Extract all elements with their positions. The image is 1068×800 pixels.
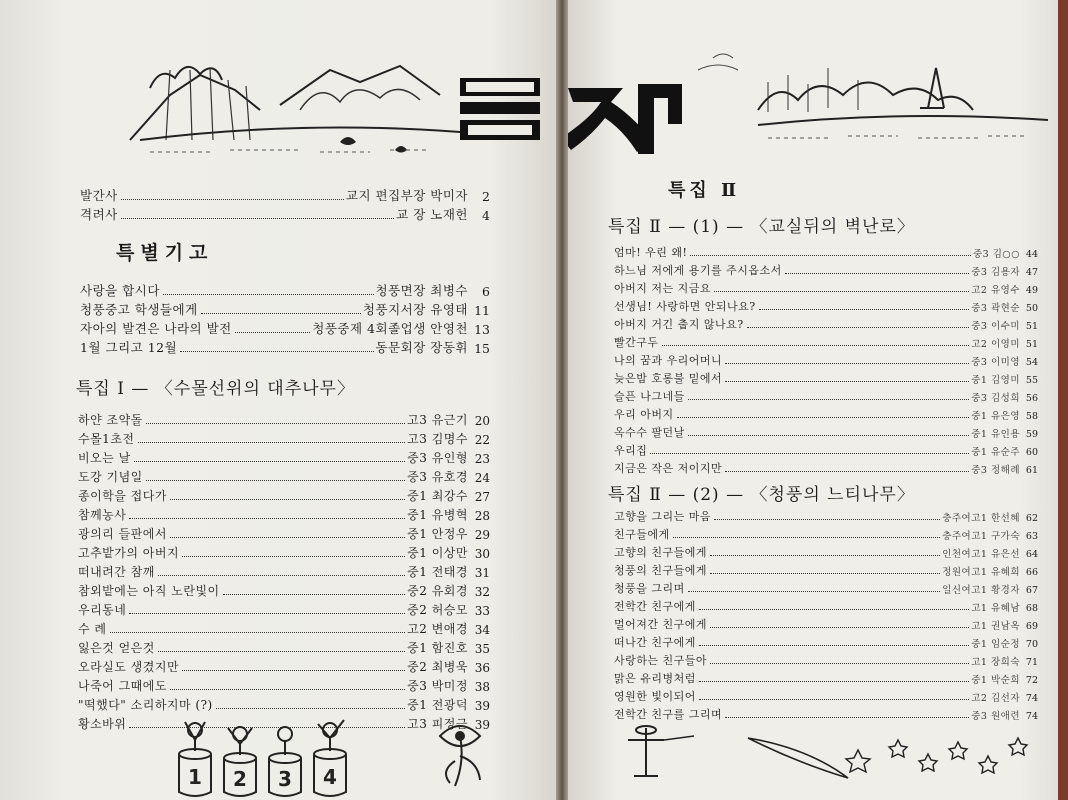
feature1-heading: 특집 Ⅰ — 〈수몰선위의 대추나무〉 [76,379,355,399]
right-page [568,0,1058,800]
toc-entry[interactable]: 사랑하는 친구들아 고1 장희숙 71 [614,654,1038,668]
toc-entry[interactable]: 친구들에게 충주여고1 구가숙 63 [614,528,1038,542]
toc-entry[interactable]: 참외밭에는 아직 노란빛이 중2 유회경 32 [78,584,490,599]
toc-entry[interactable]: 사랑을 합시다 청풍면장 최병수 6 [80,283,490,299]
toc-entry[interactable]: 1월 그리고 12월 동문회장 장동휘 15 [80,340,490,356]
toc-entry[interactable]: 종이학을 접다가 중1 최강수 27 [78,489,490,504]
toc-entry[interactable]: 아버지 거긴 춥지 않나요? 중3 이수미 51 [614,318,1038,332]
toc-entry[interactable]: 광의리 들판에서 중1 안정우 29 [78,527,490,542]
cover-edge [1058,0,1068,800]
toc-entry[interactable]: 고추밭가의 아버지 중1 이상만 30 [78,546,490,561]
toc-entry[interactable]: 도강 기념일 중3 유호경 24 [78,470,490,485]
toc-entry[interactable]: 수몰1초전 고3 김명수 22 [78,432,490,447]
toc-entry[interactable]: 오라실도 생겼지만 중2 최병욱 36 [78,660,490,675]
svg-text:3: 3 [278,767,292,791]
toc-entry[interactable]: 청풍중고 학생들에게 청풍지서장 유영태 11 [80,302,490,318]
toc-entry[interactable]: 전학간 친구에게 고1 유혜남 68 [614,600,1038,614]
toc-entry[interactable]: 나의 꿈과 우리어머니 중3 이미영 54 [614,354,1038,368]
svg-text:2: 2 [233,767,247,791]
toc-entry[interactable]: 청풍의 친구들에게 정원여고1 유혜희 66 [614,564,1038,578]
title-glyph-cha [568,84,682,154]
toc-entry[interactable]: 비오는 날 중3 유인형 23 [78,451,490,466]
toc-entry[interactable]: 청풍을 그리며 일신여고1 황경자 67 [614,582,1038,596]
toc-entry[interactable]: 격려사 교 장 노재헌 4 [80,207,490,223]
stars-icon [846,738,1027,773]
toc-entry[interactable]: 아버지 저는 지금요 고2 유영수 49 [614,282,1038,296]
book-gutter [556,0,568,800]
toc-entry[interactable]: 빨간구두 고2 이영미 51 [614,336,1038,350]
landscape-illustration-left [0,0,556,175]
toc-entry[interactable]: 고향의 친구들에게 인천여고1 유은선 64 [614,546,1038,560]
toc-entry[interactable]: 떠나간 친구에게 중1 임순정 70 [614,636,1038,650]
special-contribution-heading: 특별기고 [116,242,214,264]
toc-entry[interactable]: 슬픈 나그네들 중3 김성희 56 [614,390,1038,404]
svg-text:1: 1 [188,765,202,789]
toc-entry[interactable]: 나죽어 그때에도 중3 박미정 38 [78,679,490,694]
toc-entry[interactable]: 엄마! 우린 왜! 중3 김○○ 44 [614,246,1038,260]
shooting-star-icon [748,738,848,778]
toc-entry[interactable]: 전학간 친구를 그리며 중3 원애련 74 [614,708,1038,722]
toc-entry[interactable]: 고향을 그리는 마음 충주여고1 한선혜 62 [614,510,1038,524]
morning-glory-icon [430,716,500,796]
toc-entry[interactable]: 떠내려간 참깨 중1 전태경 31 [78,565,490,580]
feature2-heading: 특집 Ⅱ [668,180,741,201]
toc-entry[interactable]: 수 례 고2 변애경 34 [78,622,490,637]
toc-entry[interactable]: 늦은밤 호롱불 밑에서 중1 김영미 55 [614,372,1038,386]
toc-entry[interactable]: 우리 아버지 중1 유은영 58 [614,408,1038,422]
toc-entry[interactable]: 맑은 유리병처럼 중1 박순희 72 [614,672,1038,686]
toc-entry[interactable]: "떡했다" 소리하지마 (?) 중1 전광덕 39 [78,698,490,713]
feature2-sub2-heading: 특집 Ⅱ — (2) — 〈청풍의 느티나무〉 [608,485,915,505]
toc-entry[interactable]: 하느님 저에게 용기를 주시옵소서 중3 김용자 47 [614,264,1038,278]
toc-entry[interactable]: 발간사 교지 편집부장 박미자 2 [80,188,490,204]
toc-entry[interactable]: 자아의 발견은 나라의 발전 청풍중제 4회졸업생 안영천 13 [80,321,490,337]
toc-entry[interactable]: 지금은 작은 저이지만 중3 정해례 61 [614,462,1038,476]
landscape-illustration-right [568,0,1058,175]
header-title: 목 차 [468,170,471,171]
children-in-pots-illustration [170,712,360,800]
toc-entry[interactable]: 황소바위 고3 피정근 39 [78,717,490,732]
toc-entry[interactable]: 잃은것 얻은것 중1 함진호 35 [78,641,490,656]
toc-entry[interactable]: 멀어져간 친구에게 고1 권남옥 69 [614,618,1038,632]
toc-entry[interactable]: 하얀 조약돌 고3 유근기 20 [78,413,490,428]
scarecrow-icon [628,726,694,776]
toc-entry[interactable]: 우리동네 중2 허승모 33 [78,603,490,618]
toc-entry[interactable]: 영원한 빛이되어 고2 김선자 74 [614,690,1038,704]
feature2-sub1-heading: 특집 Ⅱ — (1) — 〈교실뒤의 벽난로〉 [608,217,915,237]
svg-text:4: 4 [323,765,337,789]
toc-entry[interactable]: 우리집 중1 유순주 60 [614,444,1038,458]
toc-entry[interactable]: 옥수수 팔던날 중1 유인용 59 [614,426,1038,440]
toc-entry[interactable]: 선생님! 사랑하면 안되나요? 중3 곽현순 50 [614,300,1038,314]
footer-decoration [608,720,1048,798]
title-glyph-mok [460,78,540,140]
toc-entry[interactable]: 참께농사 중1 유병혁 28 [78,508,490,523]
